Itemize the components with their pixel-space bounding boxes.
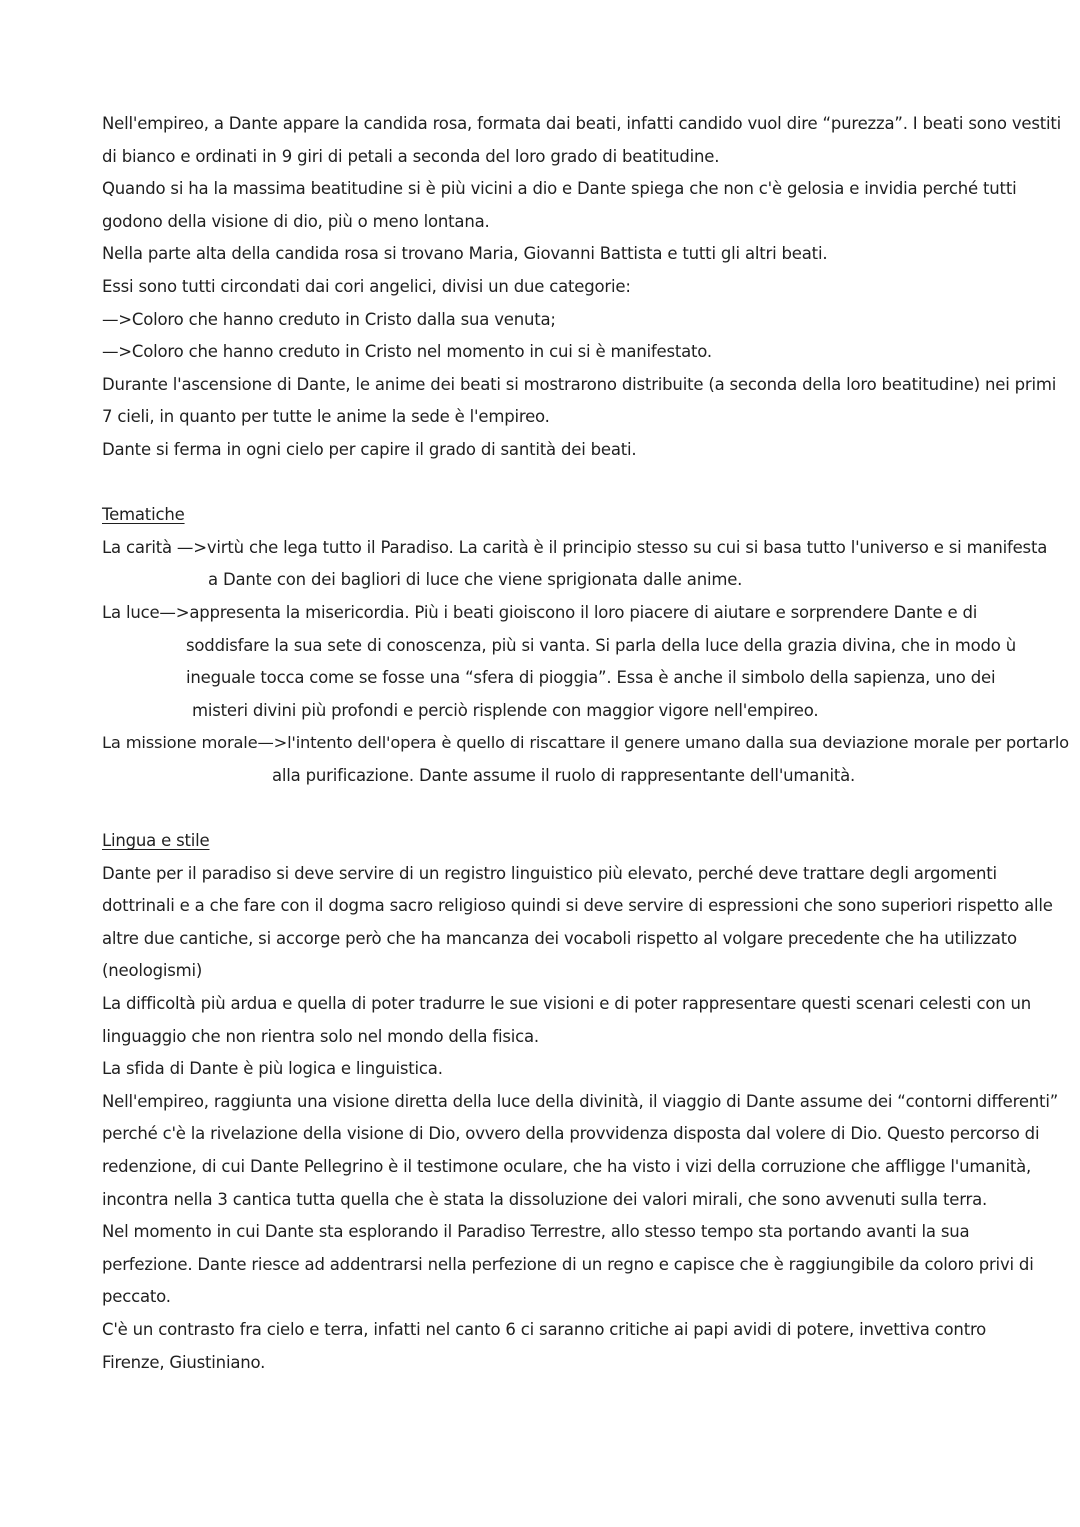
text-line: Durante l'ascensione di Dante, le anime dei beati si mostrarono distribuite (a seconda della loro beatitudine) nei primi	[102, 374, 1057, 394]
text-line: ineguale tocca come se fosse una “sfera di pioggia”. Essa è anche il simbolo della sapienza, uno dei	[186, 668, 996, 688]
text-line: (neologismi)	[102, 961, 203, 981]
text-line: dottrinali e a che fare con il dogma sacro religioso quindi si deve servire di espressioni che sono superiori rispetto alle	[102, 896, 1053, 916]
text-line: perché c'è la rivelazione della visione di Dio, ovvero della provvidenza disposta dal volere di Dio. Questo percorso di	[102, 1124, 1040, 1144]
document-page	[102, 108, 1069, 1379]
text-line: altre due cantiche, si accorge però che ha mancanza dei vocaboli rispetto al volgare precedente che ha utilizzato	[102, 928, 1017, 948]
text-line: Nell'empireo, raggiunta una visione diretta della luce della divinità, il viaggio di Dante assume dei “contorni differenti”	[102, 1091, 1059, 1111]
text-line: La carità —>virtù che lega tutto il Paradiso. La carità è il principio stesso su cui si basa tutto l'universo e si manifesta	[102, 537, 1048, 557]
text-line: Dante per il paradiso si deve servire di un registro linguistico più elevato, perché deve trattare degli argomenti	[102, 863, 997, 883]
list-item: —>Coloro che hanno creduto in Cristo dalla sua venuta;	[102, 309, 556, 329]
text-line: perfezione. Dante riesce ad addentrarsi nella perfezione di un regno e capisce che è raggiungibile da coloro privi di	[102, 1254, 1034, 1274]
text-line: C'è un contrasto fra cielo e terra, infatti nel canto 6 ci saranno critiche ai papi avidi di potere, invettiva contro	[102, 1319, 987, 1339]
text-line: Essi sono tutti circondati dai cori angelici, divisi un due categorie:	[102, 276, 631, 296]
intro-paragraph	[102, 108, 1062, 467]
text-line: peccato.	[102, 1287, 171, 1307]
text-line: a Dante con dei bagliori di luce che viene sprigionata dalle anime.	[208, 570, 743, 590]
text-line: Quando si ha la massima beatitudine si è più vicini a dio e Dante spiega che non c'è gelosia e invidia perché tutti	[102, 179, 1017, 199]
section-heading: Lingua e stile	[102, 831, 210, 851]
text-line: La luce—>appresenta la misericordia. Più i beati gioiscono il loro piacere di aiutare e sorprendere Dante e di	[102, 602, 978, 622]
text-line: La missione morale—>l'intento dell'opera è quello di riscattare il genere umano dalla sua deviazione morale per portarlo	[102, 733, 1069, 753]
text-line: 7 cieli, in quanto per tutte le anime la sede è l'empireo.	[102, 407, 550, 427]
tematiche-section	[102, 499, 1069, 792]
text-line: Nella parte alta della candida rosa si trovano Maria, Giovanni Battista e tutti gli altri beati.	[102, 244, 828, 264]
text-line: Dante si ferma in ogni cielo per capire il grado di santità dei beati.	[102, 439, 637, 459]
text-line: incontra nella 3 cantica tutta quella che è stata la dissoluzione dei valori mirali, che sono avvenuti sulla terra.	[102, 1189, 988, 1209]
text-line: di bianco e ordinati in 9 giri di petali a seconda del loro grado di beatitudine.	[102, 146, 720, 166]
text-line: Nell'empireo, a Dante appare la candida rosa, formata dai beati, infatti candido vuol dire “purezza”. I beati sono vestiti	[102, 114, 1062, 133]
text-line: godono della visione di dio, più o meno lontana.	[102, 211, 490, 231]
text-line: linguaggio che non rientra solo nel mondo della fisica.	[102, 1026, 539, 1046]
text-line: Nel momento in cui Dante sta esplorando il Paradiso Terrestre, allo stesso tempo sta portando avanti la sua	[102, 1222, 970, 1242]
spacer	[102, 792, 1002, 825]
lingua-section	[102, 825, 1059, 1379]
spacer	[102, 467, 1002, 500]
section-heading: Tematiche	[102, 505, 185, 525]
text-line: La difficoltà più ardua e quella di poter tradurre le sue visioni e di poter rappresentare questi scenari celesti con un	[102, 994, 1032, 1014]
text-line: alla purificazione. Dante assume il ruolo di rappresentante dell'umanità.	[272, 765, 856, 785]
text-line: Firenze, Giustiniano.	[102, 1352, 266, 1372]
text-line: redenzione, di cui Dante Pellegrino è il testimone oculare, che ha visto i vizi della corruzione che affligge l'umanità,	[102, 1157, 1032, 1176]
text-line: misteri divini più profondi e perciò risplende con maggior vigore nell'empireo.	[192, 700, 819, 720]
text-line: La sfida di Dante è più logica e linguistica.	[102, 1059, 443, 1079]
text-line: soddisfare la sua sete di conoscenza, più si vanta. Si parla della luce della grazia divina, che in modo ù	[186, 635, 1016, 655]
list-item: —>Coloro che hanno creduto in Cristo nel momento in cui si è manifestato.	[102, 342, 712, 362]
